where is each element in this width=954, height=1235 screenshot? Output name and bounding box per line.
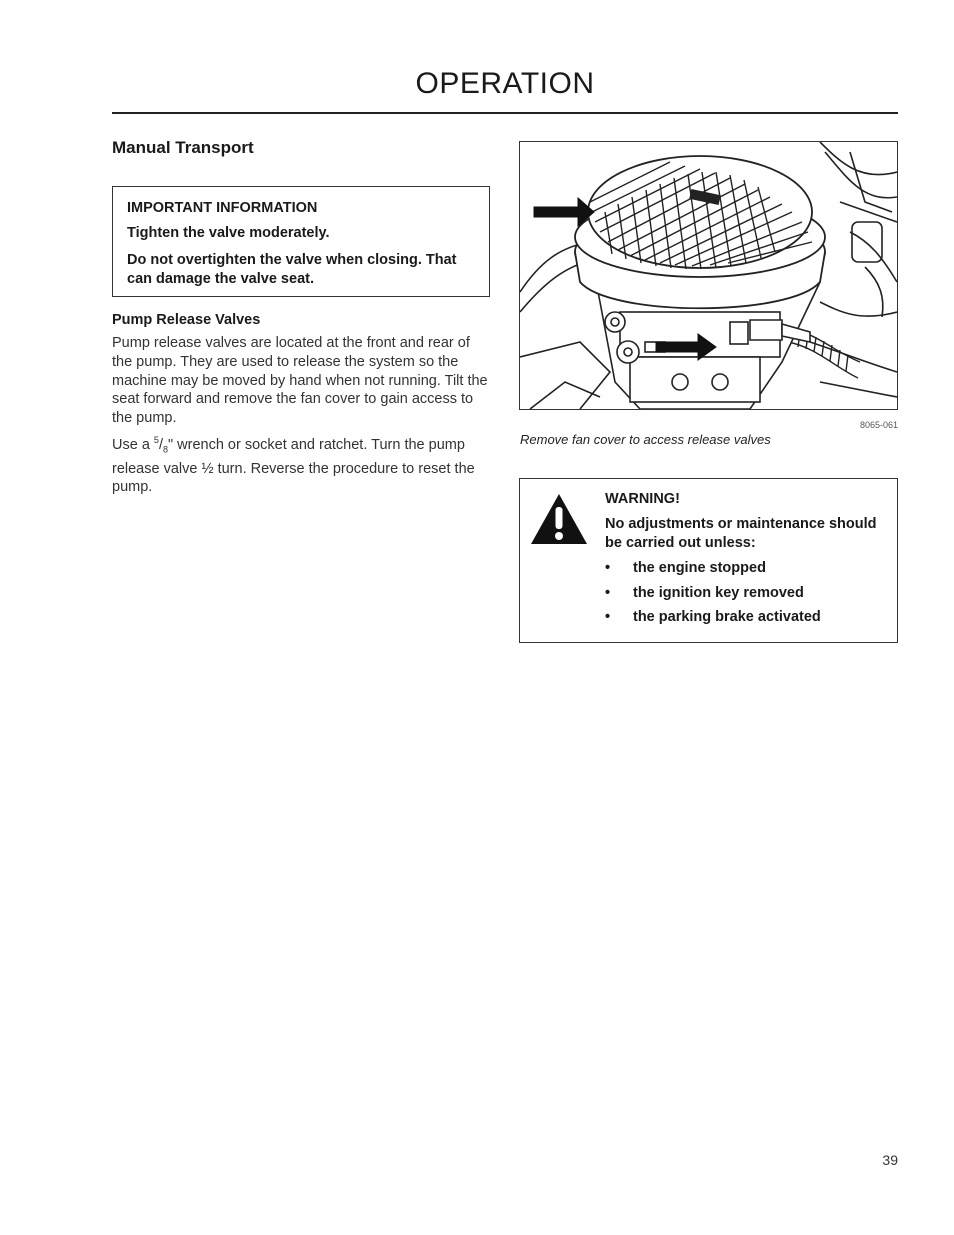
warning-item-text: the engine stopped bbox=[633, 560, 766, 576]
section-title: Manual Transport bbox=[112, 138, 254, 157]
warning-item bbox=[605, 608, 890, 627]
bullet: • bbox=[605, 584, 611, 601]
warning-item bbox=[605, 584, 890, 603]
important-info-line-1: Tighten the valve moderately. bbox=[127, 225, 330, 241]
bullet: • bbox=[605, 560, 611, 576]
bullet: • bbox=[605, 609, 611, 626]
fraction-numerator: 5 bbox=[153, 435, 159, 445]
fraction-slash: / bbox=[158, 436, 163, 453]
fan-cover-illustration bbox=[519, 141, 898, 410]
warning-list bbox=[605, 559, 890, 627]
warning-item bbox=[605, 559, 890, 578]
warning-content bbox=[605, 490, 890, 633]
warning-text: No adjustments or maintenance should be carried out unless: bbox=[605, 516, 877, 551]
pump-release-paragraph-1: Pump release valves are located at the front and rear of the pump. They are used to release the system so the machine may be moved by hand when not running. Tilt the seat forward and remove the fan cover to gain access to the pump. bbox=[112, 335, 488, 427]
important-info-line-2: Do not overtighten the valve when closing. That can damage the valve seat. bbox=[127, 252, 457, 287]
warning-item-text: the parking brake activated bbox=[633, 609, 821, 626]
fraction-denominator: 8 bbox=[162, 444, 168, 455]
figure-caption: Remove fan cover to access release valves bbox=[520, 432, 771, 447]
para2-rest: " wrench or socket and ratchet. Turn the pump release valve ½ turn. Reverse the procedure to reset the pump. bbox=[112, 436, 475, 496]
important-info-title: IMPORTANT INFORMATION bbox=[127, 200, 318, 216]
pump-release-paragraph-2 bbox=[112, 431, 490, 497]
page-title: OPERATION bbox=[415, 67, 595, 100]
warning-title: WARNING! bbox=[605, 491, 680, 507]
important-info-box bbox=[112, 186, 490, 297]
page-header bbox=[112, 64, 898, 114]
para2-intro: Use a bbox=[112, 436, 154, 453]
pump-line-drawing bbox=[520, 142, 897, 409]
pump-release-subtitle: Pump Release Valves bbox=[112, 312, 261, 328]
warning-box bbox=[519, 478, 898, 643]
warning-item-text: the ignition key removed bbox=[633, 584, 804, 601]
page-number: 39 bbox=[882, 1152, 898, 1168]
figure-code: 8065-061 bbox=[859, 420, 898, 430]
warning-triangle-icon bbox=[529, 492, 589, 546]
